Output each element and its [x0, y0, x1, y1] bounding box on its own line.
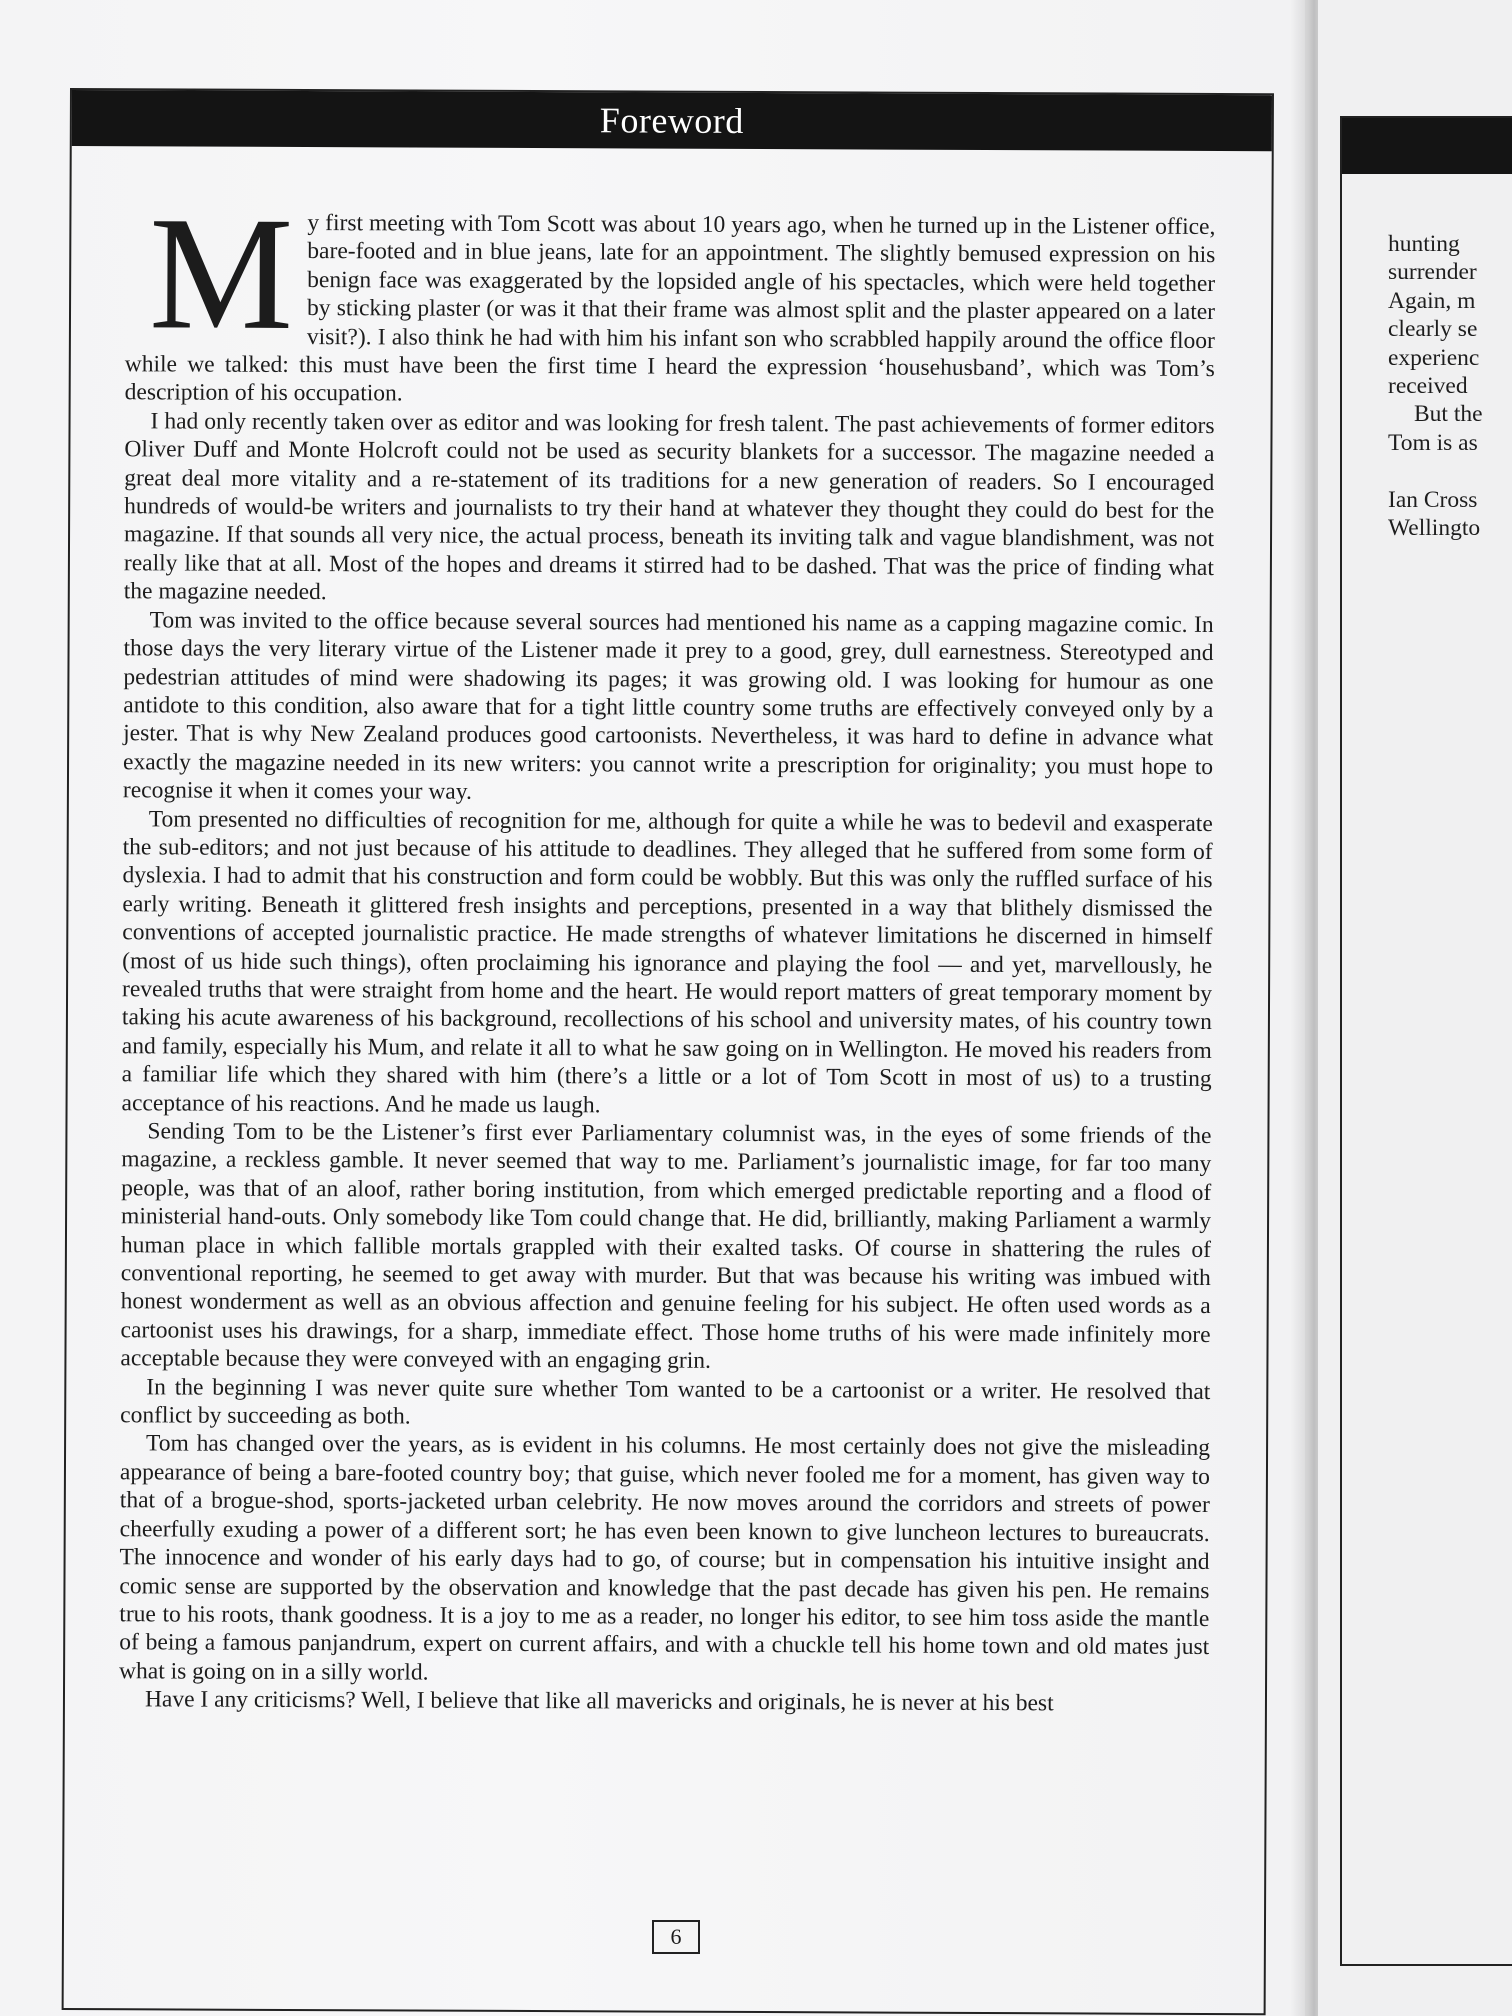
facing-page — [1318, 0, 1512, 2016]
facing-line: experienc — [1388, 344, 1480, 371]
page-frame — [62, 88, 1274, 2015]
signature-name: Ian Cross — [1388, 486, 1478, 513]
facing-line: clearly se — [1388, 316, 1478, 343]
drop-cap: M — [148, 184, 294, 364]
page-number — [652, 1920, 700, 1954]
paragraph-8: Have I any criticisms? Well, I believe that like all mavericks and originals, he is never at his best — [144, 1686, 1054, 1717]
page-number-label: 6 — [670, 1924, 682, 1949]
foreword-body — [119, 184, 1216, 1718]
facing-line: surrender — [1388, 259, 1477, 286]
page-title: Foreword — [599, 100, 744, 141]
paragraph-5: Sending Tom to be the Listener’s first ever Parliamentary columnist was, in the eyes of some friends of the magazine, a reckless gamble. It never seemed that way to me. Parliament’s journalistic image, for far too many people, was that of an aloof, rather boring institution, from which emerged predictable reporting and a flood of ministerial hand-outs. Only somebody like Tom could change that. He did, brilliantly, making Parliament a warmly human place in which fallible mortals grappled with their exalted tasks. Of course in shattering the rules of conventional reporting, he seemed to get away with murder. But that was because his writing was imbued with honest wonderment as well as an obvious affection and genuine feeling for his subject. He often used words as a cartoonist uses his drawings, for a sharp, immediate effect. Those home truths of his were made infinitely more acceptable because they were conveyed with an engaging grin. — [120, 1118, 1212, 1375]
paragraph-3: Tom was invited to the office because several sources had mentioned his name as a capping magazine comic. In those days the very literary virtue of the Listener made it prey to a good, grey, dull earnestness. Stereotyped and pedestrian attitudes of mind were shadowing its pages; it was growing old. I was looking for humour as one antidote to this condition, also aware that for a tight little country some truths are effectively conveyed only by a jester. That is why New Zealand produces good cartoonists. Nevertheless, it was hard to define in advance what exactly the magazine needed in its new writers: you cannot write a prescription for originality; you must hope to recognise it when it comes your way. — [122, 607, 1214, 805]
foreword-header-bar — [72, 90, 1272, 151]
paragraph-2: I had only recently taken over as editor and was looking for fresh talent. The past achievements of former editors Oliver Duff and Monte Holcroft could not be used as security blankets for a successor. The magazine needed a great deal more vitality and a re-statement of its traditions for a new generation of readers. So I encouraged hundreds of would-be writers and journalists to try their hand at whatever they thought they could do best for the magazine. If that sounds all very nice, the actual process, beneath its inviting talk and vague blandishment, was not really like that at all. Most of the hopes and dreams it stirred had to be dashed. That was the price of finding what the magazine needed. — [123, 408, 1215, 606]
paragraph-4: Tom presented no difficulties of recognition for me, although for quite a while he was to bedevil and exasperate the sub-editors; and not just because of his attitude to deadlines. They alleged that he suffered from some form of dyslexia. I had to admit that his construction and form could be wobbly. But this was only the ruffled surface of his early writing. Beneath it glittered fresh insights and perceptions, presented in a way that blithely dismissed the conventions of accepted journalistic practice. He made strengths of whatever limitations he discerned in himself (most of us hide such things), often proclaiming his ignorance and playing the fool — and yet, marvellously, he revealed truths that were straight from home and the heart. He would report matters of great temporary moment by taking his acute awareness of his background, recollections of his school and university mates, of his country town and family, especially his Mum, and relate it all to what he saw going on in Wellington. He moved his readers from a familiar life which they shared with him (there’s a little or a lot of Tom Scott in most of us) to a trusting acceptance of his reactions. And he made us laugh. — [121, 805, 1213, 1118]
facing-line: received — [1388, 372, 1468, 399]
facing-page-text — [1388, 230, 1512, 542]
facing-line: Tom is as — [1388, 429, 1478, 456]
signature-place: Wellingto — [1388, 514, 1481, 541]
facing-header-bar — [1342, 118, 1512, 174]
paragraph-6: In the beginning I was never quite sure whether Tom wanted to be a cartoonist or a writer. He resolved that conflict by succeeding as both. — [120, 1374, 1211, 1430]
facing-line: hunting — [1388, 231, 1460, 257]
facing-line: Again, m — [1388, 287, 1476, 314]
paragraph-text: y first meeting with Tom Scott was about 10 years ago, when he turned up in the Listener office, bare-footed and in blue jeans, late for an appointment. The slightly bemused expression on his benign face was exaggerated by the lopsided angle of his spectacles, which were held together by sticking plaster (or was it that their frame was almost split and the plaster appeared on a later visit?). I also think he had with him his infant son who scrabbled happily around the office floor while we talked: this must have been the first time I heard the expression ‘househusband’, which was Tom’s description of his occupation. — [124, 210, 1216, 407]
facing-line: But the — [1414, 401, 1483, 428]
paragraph-7: Tom has changed over the years, as is evident in his columns. He most certainly does not give the misleading appearance of being a bare-footed country boy; that guise, which never fooled me for a moment, has given way to that of a brogue-shod, sports-jacketed urban celebrity. He now moves around the corridors and streets of power cheerfully exuding a power of a different sort; he has even been known to give luncheon lectures to bureaucrats. The innocence and wonder of his early days had to go, of course; but in compensation his intuitive insight and comic sense are supported by the observation and knowledge that the past decade has given his pen. He remains true to his roots, thank goodness. It is a joy to me as a reader, no longer his editor, to see him toss aside the mantle of being a famous panjandrum, expert on current affairs, and with a chuckle tell his home town and old mates just what is going on in a silly world. — [119, 1430, 1211, 1686]
paragraph-1 — [124, 184, 1216, 412]
